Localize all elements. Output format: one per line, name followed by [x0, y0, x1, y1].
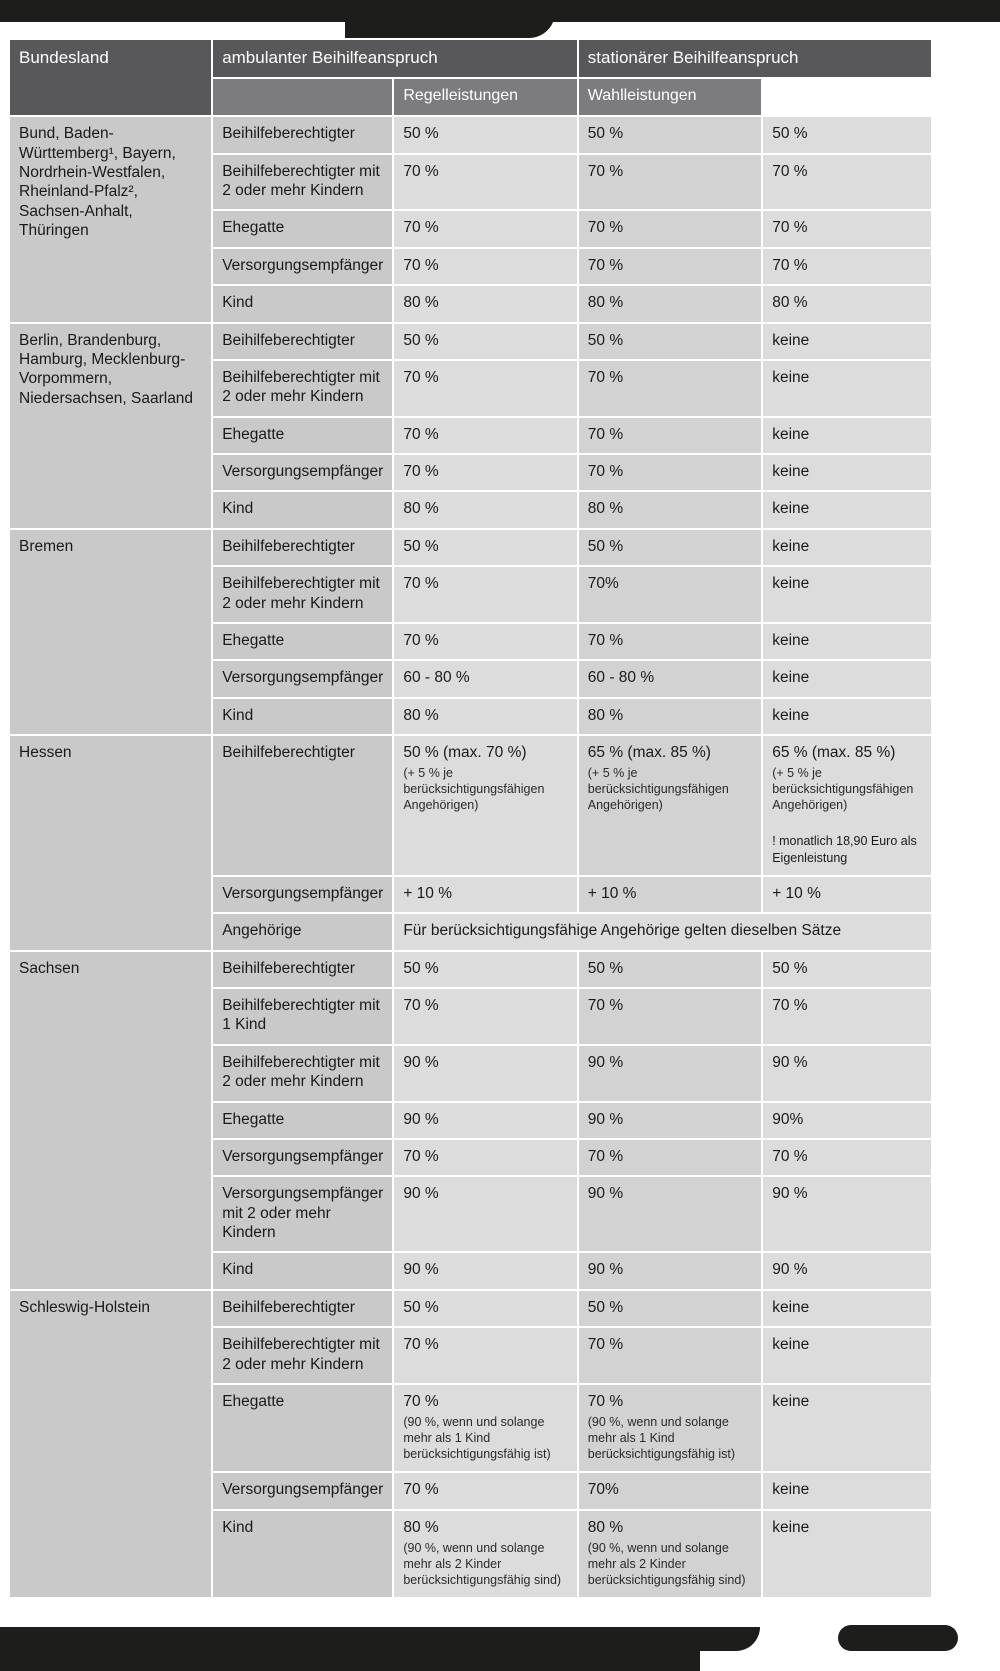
cell-regelleistungen: [578, 735, 762, 876]
cell-ambulant: [393, 154, 577, 211]
cell-regelleistungen-value: 80 %: [587, 500, 624, 518]
cell-regelleistungen: [578, 876, 762, 913]
cell-wahlleistungen-value: keine: [772, 368, 810, 386]
cell-ambulant-value: 70 %: [403, 463, 439, 480]
column-header-ambulant-blank: [212, 78, 393, 116]
cell-ambulant: [393, 876, 577, 913]
cell-ambulant-value: 70 %: [403, 256, 439, 274]
bottom-page-marker: [838, 1625, 958, 1651]
cell-regelleistungen: [578, 1510, 762, 1598]
cell-wahlleistungen-value: keine: [772, 1336, 810, 1354]
cell-regelleistungen-value: 50 %: [587, 1298, 624, 1316]
cell-bundesland: Berlin, Brandenburg, Hamburg, Mecklenburg-Vorpommern, Niedersachsen, Saarland: [9, 323, 212, 529]
cell-role: Beihilfeberechtigter: [212, 1290, 393, 1327]
cell-role: Beihilfeberechtigter: [212, 951, 393, 988]
cell-wahlleistungen-subnote: (+ 5 % je berücksichtigungsfähigen Angehörigen): [772, 766, 914, 813]
cell-role: Ehegatte: [212, 417, 393, 454]
cell-ambulant: [393, 285, 577, 322]
cell-role: Beihilfeberechtigter mit 2 oder mehr Kindern: [212, 154, 393, 211]
cell-wahlleistungen-value: keine: [772, 706, 810, 724]
cell-regelleistungen-value: 70 %: [587, 368, 624, 386]
cell-wahlleistungen-value: 90%: [772, 1110, 804, 1128]
cell-wahlleistungen-value: 65 % (max. 85 %): [772, 744, 896, 761]
cell-ambulant-value: 70 %: [403, 162, 439, 180]
cell-role: Versorgungsempfänger: [212, 660, 393, 697]
cell-ambulant: [393, 454, 577, 491]
cell-role: Ehegatte: [212, 1102, 393, 1139]
cell-regelleistungen: [578, 566, 762, 623]
cell-role: Beihilfeberechtigter mit 1 Kind: [212, 988, 393, 1045]
cell-wahlleistungen: [762, 735, 932, 876]
cell-ambulant: [393, 417, 577, 454]
cell-ambulant-value: 50 %: [403, 537, 439, 555]
cell-regelleistungen: [578, 988, 762, 1045]
cell-ambulant: [393, 1102, 577, 1139]
cell-wahlleistungen: [762, 248, 932, 285]
cell-regelleistungen: [578, 529, 762, 566]
cell-role: Versorgungsempfänger: [212, 1472, 393, 1509]
cell-wahlleistungen: [762, 876, 932, 913]
cell-regelleistungen: [578, 1327, 762, 1384]
cell-ambulant-value: 70 %: [403, 425, 439, 443]
cell-regelleistungen: [578, 1102, 762, 1139]
cell-wahlleistungen-value: keine: [772, 1518, 810, 1536]
cell-wahlleistungen-value: 70 %: [772, 256, 808, 274]
cell-regelleistungen-value: 80 %: [587, 706, 624, 724]
cell-role: Beihilfeberechtigter mit 2 oder mehr Kindern: [212, 1327, 393, 1384]
cell-role: Versorgungsempfänger: [212, 1139, 393, 1176]
cell-role: Kind: [212, 1252, 393, 1289]
cell-regelleistungen: [578, 360, 762, 417]
cell-regelleistungen-value: 70 %: [587, 1336, 624, 1354]
cell-bundesland: Bund, Baden-Württemberg¹, Bayern, Nordrhein-Westfalen, Rheinland-Pfalz², Sachsen-Anhalt, Thüringen: [9, 116, 212, 322]
cell-ambulant: [393, 566, 577, 623]
cell-regelleistungen-value: 70 %: [587, 256, 624, 274]
cell-ambulant: [393, 951, 577, 988]
cell-ambulant-value: 70 %: [403, 631, 439, 649]
cell-regelleistungen-value: 70 %: [587, 162, 624, 180]
cell-regelleistungen-subnote: (90 %, wenn und solange mehr als 1 Kind berücksichtigungsfähig ist): [587, 1415, 736, 1462]
cell-ambulant: [393, 529, 577, 566]
cell-regelleistungen-value: 80 %: [587, 294, 624, 312]
cell-wahlleistungen: [762, 1472, 932, 1509]
cell-bundesland: Schleswig-Holstein: [9, 1290, 212, 1598]
cell-role: Versorgungsempfänger mit 2 oder mehr Kindern: [212, 1176, 393, 1252]
cell-wahlleistungen-value: 90 %: [772, 1185, 808, 1203]
cell-ambulant-value: 50 %: [403, 1298, 439, 1316]
cell-wahlleistungen: [762, 154, 932, 211]
table-body: [9, 116, 932, 1598]
cell-ambulant-value: 50 %: [403, 959, 439, 977]
cell-wahlleistungen: [762, 951, 932, 988]
cell-ambulant-value: 70 %: [403, 1147, 439, 1165]
bottom-black-band-2: [0, 1651, 700, 1671]
cell-role: Beihilfeberechtigter: [212, 323, 393, 360]
cell-ambulant: [393, 210, 577, 247]
table-header-row-1: [9, 39, 932, 78]
cell-wahlleistungen: [762, 1045, 932, 1102]
cell-ambulant-value: 70 %: [403, 368, 439, 386]
cell-regelleistungen: [578, 1045, 762, 1102]
cell-wahlleistungen: [762, 1290, 932, 1327]
cell-ambulant-value: 90 %: [403, 1261, 439, 1279]
cell-regelleistungen-value: 50 %: [587, 959, 624, 977]
column-header-stationaer: stationärer Beihilfeanspruch: [578, 39, 932, 78]
cell-role: Versorgungsempfänger: [212, 248, 393, 285]
cell-ambulant-subnote: (90 %, wenn und solange mehr als 1 Kind berücksichtigungsfähig ist): [403, 1415, 551, 1462]
cell-ambulant-value: 70 %: [403, 1336, 439, 1354]
cell-wahlleistungen: [762, 454, 932, 491]
cell-wahlleistungen: [762, 1384, 932, 1472]
cell-ambulant-value: 50 % (max. 70 %): [403, 744, 527, 761]
cell-wahlleistungen-value: keine: [772, 331, 810, 349]
cell-wahlleistungen: [762, 1252, 932, 1289]
cell-wahlleistungen: [762, 660, 932, 697]
cell-wahlleistungen-value: 70 %: [772, 1147, 808, 1165]
cell-regelleistungen-value: 80 %: [587, 1518, 624, 1536]
cell-wahlleistungen-value: 70 %: [772, 997, 808, 1014]
cell-wahlleistungen-value: keine: [772, 1298, 810, 1316]
cell-role: Beihilfeberechtigter mit 2 oder mehr Kindern: [212, 566, 393, 623]
cell-wahlleistungen-value: keine: [772, 1481, 810, 1499]
cell-role: Ehegatte: [212, 623, 393, 660]
cell-regelleistungen: [578, 1384, 762, 1472]
table-header: [9, 39, 932, 116]
cell-wahlleistungen: [762, 360, 932, 417]
cell-bundesland: Bremen: [9, 529, 212, 735]
cell-ambulant: [393, 623, 577, 660]
cell-wahlleistungen-value: 70 %: [772, 219, 808, 237]
cell-wahlleistungen-value: keine: [772, 537, 810, 555]
cell-ambulant: [393, 1384, 577, 1472]
column-header-ambulant: ambulanter Beihilfeanspruch: [212, 39, 578, 78]
cell-regelleistungen: [578, 116, 762, 153]
cell-wahlleistungen-value: keine: [772, 575, 810, 593]
cell-ambulant: [393, 1290, 577, 1327]
cell-wahlleistungen-value: 50 %: [772, 125, 808, 143]
cell-wahlleistungen: [762, 1139, 932, 1176]
cell-ambulant: [393, 1472, 577, 1509]
cell-regelleistungen-value: 50 %: [587, 537, 624, 555]
cell-ambulant: [393, 735, 577, 876]
cell-ambulant-value: + 10 %: [403, 884, 453, 902]
cell-role: Beihilfeberechtigter: [212, 735, 393, 876]
cell-ambulant-subnote: (+ 5 % je berücksichtigungsfähigen Angehörigen): [403, 766, 545, 813]
table-row: [9, 1290, 932, 1327]
cell-ambulant-value: 90 %: [403, 1110, 439, 1128]
cell-wahlleistungen: [762, 210, 932, 247]
cell-role: Beihilfeberechtigter mit 2 oder mehr Kindern: [212, 1045, 393, 1102]
cell-wahlleistungen-value: 80 %: [772, 294, 808, 312]
cell-ambulant: [393, 660, 577, 697]
column-header-regelleistungen: Regelleistungen: [393, 78, 577, 116]
cell-regelleistungen: [578, 323, 762, 360]
cell-ambulant-value: 90 %: [403, 1185, 439, 1203]
cell-ambulant: [393, 1176, 577, 1252]
cell-regelleistungen-value: 70 %: [587, 631, 624, 649]
cell-regelleistungen-value: + 10 %: [587, 884, 637, 902]
cell-wahlleistungen: [762, 285, 932, 322]
table-row: [9, 116, 932, 153]
cell-wahlleistungen: [762, 1176, 932, 1252]
cell-regelleistungen-value: 70%: [587, 1481, 619, 1499]
cell-role: Kind: [212, 1510, 393, 1598]
cell-ambulant: [393, 1252, 577, 1289]
cell-wahlleistungen-value: 70 %: [772, 162, 808, 180]
cell-regelleistungen: [578, 660, 762, 697]
top-black-tab: [345, 0, 555, 38]
cell-role: Beihilfeberechtigter: [212, 116, 393, 153]
cell-wahlleistungen-value: keine: [772, 631, 810, 649]
cell-ambulant-value: 50 %: [403, 125, 439, 143]
cell-wahlleistungen: [762, 417, 932, 454]
cell-ambulant-value: 80 %: [403, 294, 439, 312]
cell-role: Ehegatte: [212, 1384, 393, 1472]
cell-wahlleistungen: [762, 1102, 932, 1139]
cell-regelleistungen: [578, 951, 762, 988]
cell-role: Beihilfeberechtigter mit 2 oder mehr Kindern: [212, 360, 393, 417]
cell-bundesland: Hessen: [9, 735, 212, 951]
cell-ambulant-value: 80 %: [403, 1518, 439, 1536]
cell-wahlleistungen-value: keine: [772, 500, 810, 518]
cell-regelleistungen-value: 70 %: [587, 997, 624, 1014]
cell-ambulant: [393, 1327, 577, 1384]
table-row: [9, 735, 932, 876]
cell-wahlleistungen-value: 50 %: [772, 959, 808, 977]
cell-ambulant-value: 50 %: [403, 331, 439, 349]
cell-wahlleistungen: [762, 491, 932, 528]
cell-role: Angehörige: [212, 913, 393, 950]
cell-bundesland: Sachsen: [9, 951, 212, 1290]
cell-wahlleistungen: [762, 529, 932, 566]
cell-ambulant: [393, 1045, 577, 1102]
cell-wahlleistungen: [762, 623, 932, 660]
cell-ambulant: [393, 491, 577, 528]
cell-ambulant-value: 70 %: [403, 1481, 439, 1499]
cell-ambulant: [393, 323, 577, 360]
cell-wahlleistungen-value: keine: [772, 669, 810, 687]
cell-regelleistungen-value: 70 %: [587, 463, 624, 480]
column-header-bundesland: Bundesland: [9, 39, 212, 116]
cell-regelleistungen: [578, 210, 762, 247]
cell-span-note: Für berücksichtigungsfähige Angehörige gelten dieselben Sätze: [393, 913, 932, 950]
cell-ambulant: [393, 116, 577, 153]
cell-regelleistungen: [578, 454, 762, 491]
beihilfe-table: [8, 38, 933, 1599]
table-row: [9, 529, 932, 566]
cell-regelleistungen-value: 70 %: [587, 425, 624, 443]
cell-regelleistungen: [578, 1252, 762, 1289]
cell-role: Kind: [212, 491, 393, 528]
cell-role: Beihilfeberechtigter: [212, 529, 393, 566]
cell-wahlleistungen: [762, 1327, 932, 1384]
cell-regelleistungen-value: 90 %: [587, 1185, 624, 1203]
cell-regelleistungen: [578, 491, 762, 528]
cell-regelleistungen-value: 60 - 80 %: [587, 669, 655, 687]
cell-ambulant-value: 70 %: [403, 219, 439, 237]
cell-ambulant: [393, 988, 577, 1045]
table-row: [9, 951, 932, 988]
cell-ambulant-value: 60 - 80 %: [403, 669, 470, 687]
cell-regelleistungen-value: 90 %: [587, 1110, 624, 1128]
cell-role: Kind: [212, 285, 393, 322]
cell-wahlleistungen-value: 90 %: [772, 1261, 808, 1279]
cell-ambulant-value: 70 %: [403, 997, 439, 1014]
cell-regelleistungen-value: 50 %: [587, 331, 624, 349]
cell-ambulant-value: 70 %: [403, 1392, 439, 1410]
cell-ambulant-value: 70 %: [403, 575, 439, 593]
cell-role: Ehegatte: [212, 210, 393, 247]
cell-role: Kind: [212, 698, 393, 735]
cell-regelleistungen: [578, 1139, 762, 1176]
cell-regelleistungen-value: 70 %: [587, 1392, 624, 1410]
cell-wahlleistungen-value: keine: [772, 1392, 810, 1410]
cell-regelleistungen-value: 90 %: [587, 1053, 624, 1071]
cell-ambulant-subnote: (90 %, wenn und solange mehr als 2 Kinder berücksichtigungsfähig sind): [403, 1541, 562, 1587]
cell-wahlleistungen-value: keine: [772, 425, 810, 443]
cell-regelleistungen: [578, 1176, 762, 1252]
cell-wahlleistungen: [762, 323, 932, 360]
cell-regelleistungen: [578, 1290, 762, 1327]
column-header-wahlleistungen: Wahlleistungen: [578, 78, 762, 116]
cell-ambulant: [393, 698, 577, 735]
cell-regelleistungen-value: 90 %: [587, 1261, 624, 1279]
cell-ambulant-value: 90 %: [403, 1053, 439, 1071]
table-row: [9, 323, 932, 360]
cell-wahlleistungen: [762, 116, 932, 153]
cell-wahlleistungen: [762, 1510, 932, 1598]
cell-regelleistungen: [578, 698, 762, 735]
cell-wahlleistungen-value: keine: [772, 463, 810, 480]
cell-ambulant-value: 80 %: [403, 706, 439, 724]
cell-regelleistungen-value: 70 %: [587, 219, 624, 237]
cell-wahlleistungen-value: 90 %: [772, 1053, 808, 1071]
cell-regelleistungen-value: 70 %: [587, 1147, 624, 1165]
cell-ambulant-value: 80 %: [403, 500, 439, 518]
cell-regelleistungen: [578, 285, 762, 322]
cell-regelleistungen: [578, 417, 762, 454]
cell-role: Versorgungsempfänger: [212, 454, 393, 491]
cell-ambulant: [393, 248, 577, 285]
cell-role: Versorgungsempfänger: [212, 876, 393, 913]
cell-ambulant: [393, 360, 577, 417]
cell-regelleistungen-subnote: (90 %, wenn und solange mehr als 2 Kinder berücksichtigungsfähig sind): [587, 1541, 746, 1587]
cell-ambulant: [393, 1510, 577, 1598]
cell-wahlleistungen-value: + 10 %: [772, 884, 821, 902]
cell-wahlleistungen-eigenleistung-note: ! monatlich 18,90 Euro als Eigenleistung: [772, 834, 917, 865]
bottom-black-band: [0, 1627, 760, 1651]
cell-regelleistungen: [578, 154, 762, 211]
cell-regelleistungen: [578, 248, 762, 285]
cell-regelleistungen: [578, 1472, 762, 1509]
cell-ambulant: [393, 1139, 577, 1176]
cell-regelleistungen-value: 65 % (max. 85 %): [587, 744, 711, 761]
cell-wahlleistungen: [762, 566, 932, 623]
cell-wahlleistungen: [762, 988, 932, 1045]
cell-regelleistungen-subnote: (+ 5 % je berücksichtigungsfähigen Angehörigen): [587, 766, 729, 813]
cell-regelleistungen-value: 50 %: [587, 125, 624, 143]
cell-regelleistungen: [578, 623, 762, 660]
cell-wahlleistungen: [762, 698, 932, 735]
cell-regelleistungen-value: 70%: [587, 575, 619, 593]
